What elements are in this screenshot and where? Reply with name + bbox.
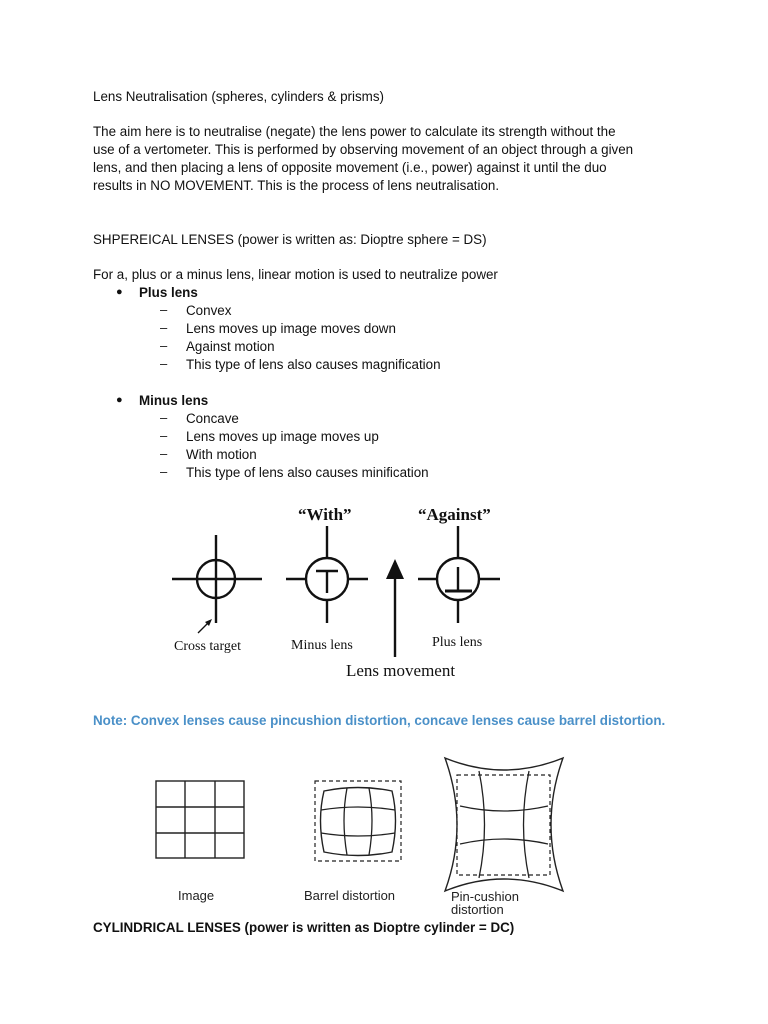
pincushion-distortion-grid xyxy=(445,758,563,891)
minus-lens-symbol xyxy=(286,526,368,623)
upward-arrow-icon xyxy=(386,559,404,657)
plus-lens-label: Plus lens xyxy=(139,285,198,300)
minus-item: This type of lens also causes minification xyxy=(186,465,429,480)
dash-icon: – xyxy=(160,338,168,353)
intro-paragraph xyxy=(93,123,683,195)
against-label: “Against” xyxy=(418,505,491,524)
dash-icon: – xyxy=(160,320,168,335)
dash-icon: – xyxy=(160,464,168,479)
dash-icon: – xyxy=(160,446,168,461)
pincushion-label-line2: distortion xyxy=(451,902,504,917)
dash-icon: – xyxy=(160,428,168,443)
image-grid xyxy=(156,781,244,858)
barrel-label: Barrel distortion xyxy=(304,888,396,903)
plus-item: Against motion xyxy=(186,339,275,354)
plus-lens-symbol xyxy=(418,526,500,623)
intro-line: The aim here is to neutralise (negate) the lens power to calculate its strength without the xyxy=(93,124,616,139)
plus-lens-label-fig: Plus lens xyxy=(432,635,483,650)
cylindrical-heading: CYLINDRICAL LENSES (power is written as Dioptre cylinder = DC) xyxy=(93,920,515,935)
lens-movement-label: Lens movement xyxy=(346,661,456,680)
spherical-lead: For a, plus or a minus lens, linear motion is used to neutralize power xyxy=(93,267,498,282)
barrel-distortion-grid xyxy=(315,781,401,861)
cross-target-label: Cross target xyxy=(174,639,242,654)
document-heading: Lens Neutralisation (spheres, cylinders & prisms) xyxy=(93,89,384,104)
intro-line: results in NO MOVEMENT. This is the process of lens neutralisation. xyxy=(93,178,500,193)
pointer-arrow-icon xyxy=(198,619,212,633)
minus-item: With motion xyxy=(186,447,257,462)
distortion-diagram xyxy=(140,748,580,920)
distortion-note: Note: Convex lenses cause pincushion distortion, concave lenses cause barrel distortion. xyxy=(93,713,666,728)
plus-item: Lens moves up image moves down xyxy=(186,321,396,336)
bullet-icon: ● xyxy=(116,394,123,406)
plus-item: This type of lens also causes magnification xyxy=(186,357,441,372)
pincushion-label-line1: Pin-cushion xyxy=(451,889,519,904)
minus-item: Lens moves up image moves up xyxy=(186,429,379,444)
dash-icon: – xyxy=(160,302,168,317)
image-label: Image xyxy=(178,888,215,903)
minus-lens-label-fig: Minus lens xyxy=(291,638,353,653)
spherical-heading: SHPEREICAL LENSES (power is written as: Dioptre sphere = DS) xyxy=(93,232,487,247)
dash-icon: – xyxy=(160,410,168,425)
plus-item: Convex xyxy=(186,303,232,318)
intro-line: use of a vertometer. This is performed by observing movement of an object through a given xyxy=(93,142,634,157)
minus-item: Concave xyxy=(186,411,239,426)
with-label: “With” xyxy=(298,505,352,524)
bullet-icon: ● xyxy=(116,286,123,298)
dash-icon: – xyxy=(160,356,168,371)
minus-lens-label: Minus lens xyxy=(139,393,209,408)
intro-line: lens, and then placing a lens of opposite movement (i.e., power) against it until the duo xyxy=(93,160,607,175)
cross-target-symbol xyxy=(172,535,262,623)
lens-movement-diagram xyxy=(160,495,520,685)
